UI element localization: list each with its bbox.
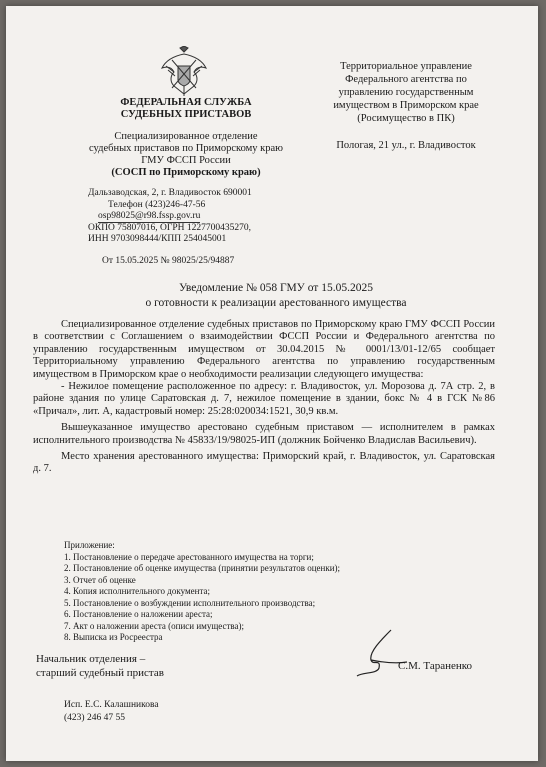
attachment-item: 5. Постановление о возбуждении исполнительного производства; [64,597,316,608]
sender-dept-line4: (СОСП по Приморскому краю) [111,167,261,178]
sender-address: Дальзаводская, 2, г. Владивосток 690001 [88,188,252,198]
body-paragraph-4: Место хранения арестованного имущества: Приморский край, г. Владивосток, ул. Саратовская д. 7. [33,451,495,475]
body-paragraph-2: - Нежилое помещение расположенное по адресу: г. Владивосток, ул. Морозова д. 7А стр. 2, в районе здания по улице Саратовская д. 7, нежилое помещение в здании, бокс № 4 в ГСК №86 «Причал», лит. А, кадастровый номер: 25:28:020034:1521, 30,9 кв.м. [33,381,495,417]
notice-title-line2: о готовности к реализации арестованного имущества [145,297,407,309]
sender-ref: От 15.05.2025 № 98025/25/94887 [102,256,235,266]
sender-dept-line3: ГМУ ФССП России [141,155,231,166]
notice-title-line1: Уведомление № 058 ГМУ от 15.05.2025 [179,282,373,294]
attachment-item: 7. Акт о наложении ареста (описи имущества); [64,620,245,631]
recipient-line4: имуществом в Приморском крае [333,100,479,111]
sender-dept-line1: Специализированное отделение [114,131,258,142]
signatory-position-line2: старший судебный пристав [36,667,164,679]
executor-name: Исп. Е.С. Калашникова [64,700,159,710]
recipient-line3: управлению государственным [338,87,474,98]
sender-org-line2: СУДЕБНЫХ ПРИСТАВОВ [120,109,252,120]
recipient-line2: Федерального агентства по [345,74,467,85]
attachment-item: 6. Постановление о наложении ареста; [64,609,213,619]
attachment-item: 8. Выписка из Росреестра [64,632,163,642]
signatory-position-line1: Начальник отделения – [36,653,146,665]
sender-dept-line2: судебных приставов по Приморскому краю [89,143,283,154]
body-paragraph-1: Специализированное отделение судебных приставов по Приморскому краю ГМУ ФССП России в соответствии с Соглашением о взаимодействии ФССП России и Федерального агентства по управлению государственным имуществом от 30.04.2015 № 0001/13/01-12/65 сообщает Территориальному управлению Федерального агентства по управлению государственным имуществом в Приморском крае о необходимости реализации следующего имущества: [33,319,495,380]
recipient-line5: (Росимущество в ПК) [357,113,455,124]
sender-okpo: ОКПО 75807016, ОГРН 1227700435270, [88,223,252,233]
recipient-line1: Территориальное управление [340,61,472,72]
attachment-item: 3. Отчет об оценке [64,574,136,585]
attachment-item: 2. Постановление об оценке имущества (принятии результатов оценки); [64,563,341,573]
signatory-name: С.М. Тараненко [398,660,473,672]
attachment-item: 4. Копия исполнительного документа; [64,586,211,596]
sender-org-line1: ФЕДЕРАЛЬНАЯ СЛУЖБА [120,97,252,108]
document-page [6,6,538,761]
attachments-list [64,540,340,644]
notice-body [33,319,495,476]
recipient-address: Пологая, 21 ул., г. Владивосток [336,140,476,151]
email-link[interactable]: osp98025@r98.fssp.gov.ru [98,211,201,221]
sender-inn: ИНН 9703098444/КПП 254045001 [88,234,227,244]
executor-phone: (423) 246 47 55 [64,713,125,723]
attachment-item: 1. Постановление о передаче арестованного имущества на торги; [64,551,314,562]
fssp-emblem-icon [160,46,208,98]
attachments-heading: Приложение: [64,540,115,550]
body-paragraph-3: Вышеуказанное имущество арестовано судебным приставом — исполнителем в рамках исполнительного производства № 45833/19/98025-ИП (должник Бойченко Владислав Васильевич). [33,422,495,446]
sender-phone: Телефон (423)246-47-56 [108,200,206,210]
